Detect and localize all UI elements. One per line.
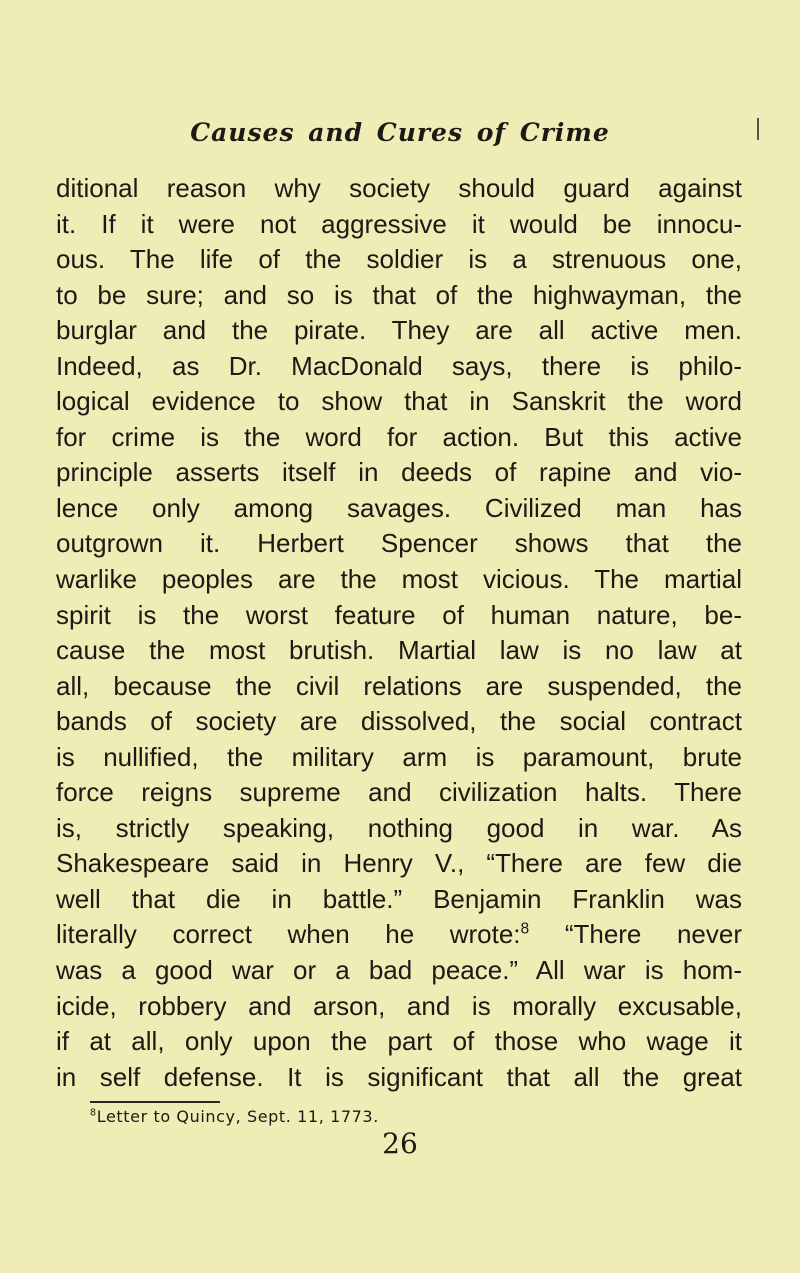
text-line-tail: “There never: [564, 919, 742, 950]
text-line: logical evidence to show that in Sanskrit the word: [56, 386, 742, 417]
text-line: in self defense. It is significant that all the great: [56, 1061, 742, 1092]
text-line: ditional reason why society should guard against: [56, 173, 742, 203]
body-text: [56, 171, 742, 1095]
text-line: all, because the civil relations are suspended, the: [56, 670, 742, 701]
text-line-with-footnote-ref: [56, 917, 742, 953]
text-line: warlike peoples are the most vicious. The martial: [56, 564, 742, 595]
text-line: ous. The life of the soldier is a strenuous one,: [56, 244, 742, 275]
text-line: lence only among savages. Civilized man has: [56, 492, 742, 523]
footnote-rule: [90, 1101, 220, 1103]
text-line: cause the most brutish. Martial law is no law at: [56, 635, 742, 666]
text-line: icide, robbery and arson, and is morally excusable,: [56, 990, 742, 1021]
text-line: well that die in battle.” Benjamin Franklin was: [56, 883, 742, 914]
footnote-ref: 8: [520, 920, 530, 938]
text-line: spirit is the worst feature of human nature, be-: [56, 599, 742, 630]
text-line: was a good war or a bad peace.” All war is hom-: [56, 955, 742, 986]
text-line: it. If it were not aggressive it would be innocu-: [56, 208, 742, 239]
running-head: Causes and Cures of Crime: [190, 118, 610, 147]
margin-mark: [757, 118, 759, 140]
text-line-head: literally correct when he wrote:: [56, 919, 521, 950]
text-line: Shakespeare said in Henry V., “There are few die: [56, 848, 742, 879]
text-line: principle asserts itself in deeds of rapine and vio-: [56, 457, 742, 488]
footnote-text: Letter to Quincy, Sept. 11, 1773.: [96, 1107, 379, 1126]
text-line: if at all, only upon the part of those who wage it: [56, 1026, 742, 1057]
text-line: burglar and the pirate. They are all active men.: [56, 315, 742, 346]
footnote-marker: 8: [90, 1107, 97, 1119]
text-line: force reigns supreme and civilization halts. There: [56, 777, 742, 808]
footnote: [90, 1107, 379, 1127]
text-line: Indeed, as Dr. MacDonald says, there is philo-: [56, 350, 742, 381]
text-line: for crime is the word for action. But this active: [56, 421, 742, 452]
text-line: outgrown it. Herbert Spencer shows that the: [56, 528, 742, 559]
text-line: bands of society are dissolved, the social contract: [56, 706, 742, 737]
text-line: is, strictly speaking, nothing good in war. As: [56, 812, 742, 843]
text-line: to be sure; and so is that of the highwayman, the: [56, 279, 742, 310]
page-number: 26: [382, 1127, 418, 1160]
text-line: is nullified, the military arm is paramount, brute: [56, 741, 742, 772]
